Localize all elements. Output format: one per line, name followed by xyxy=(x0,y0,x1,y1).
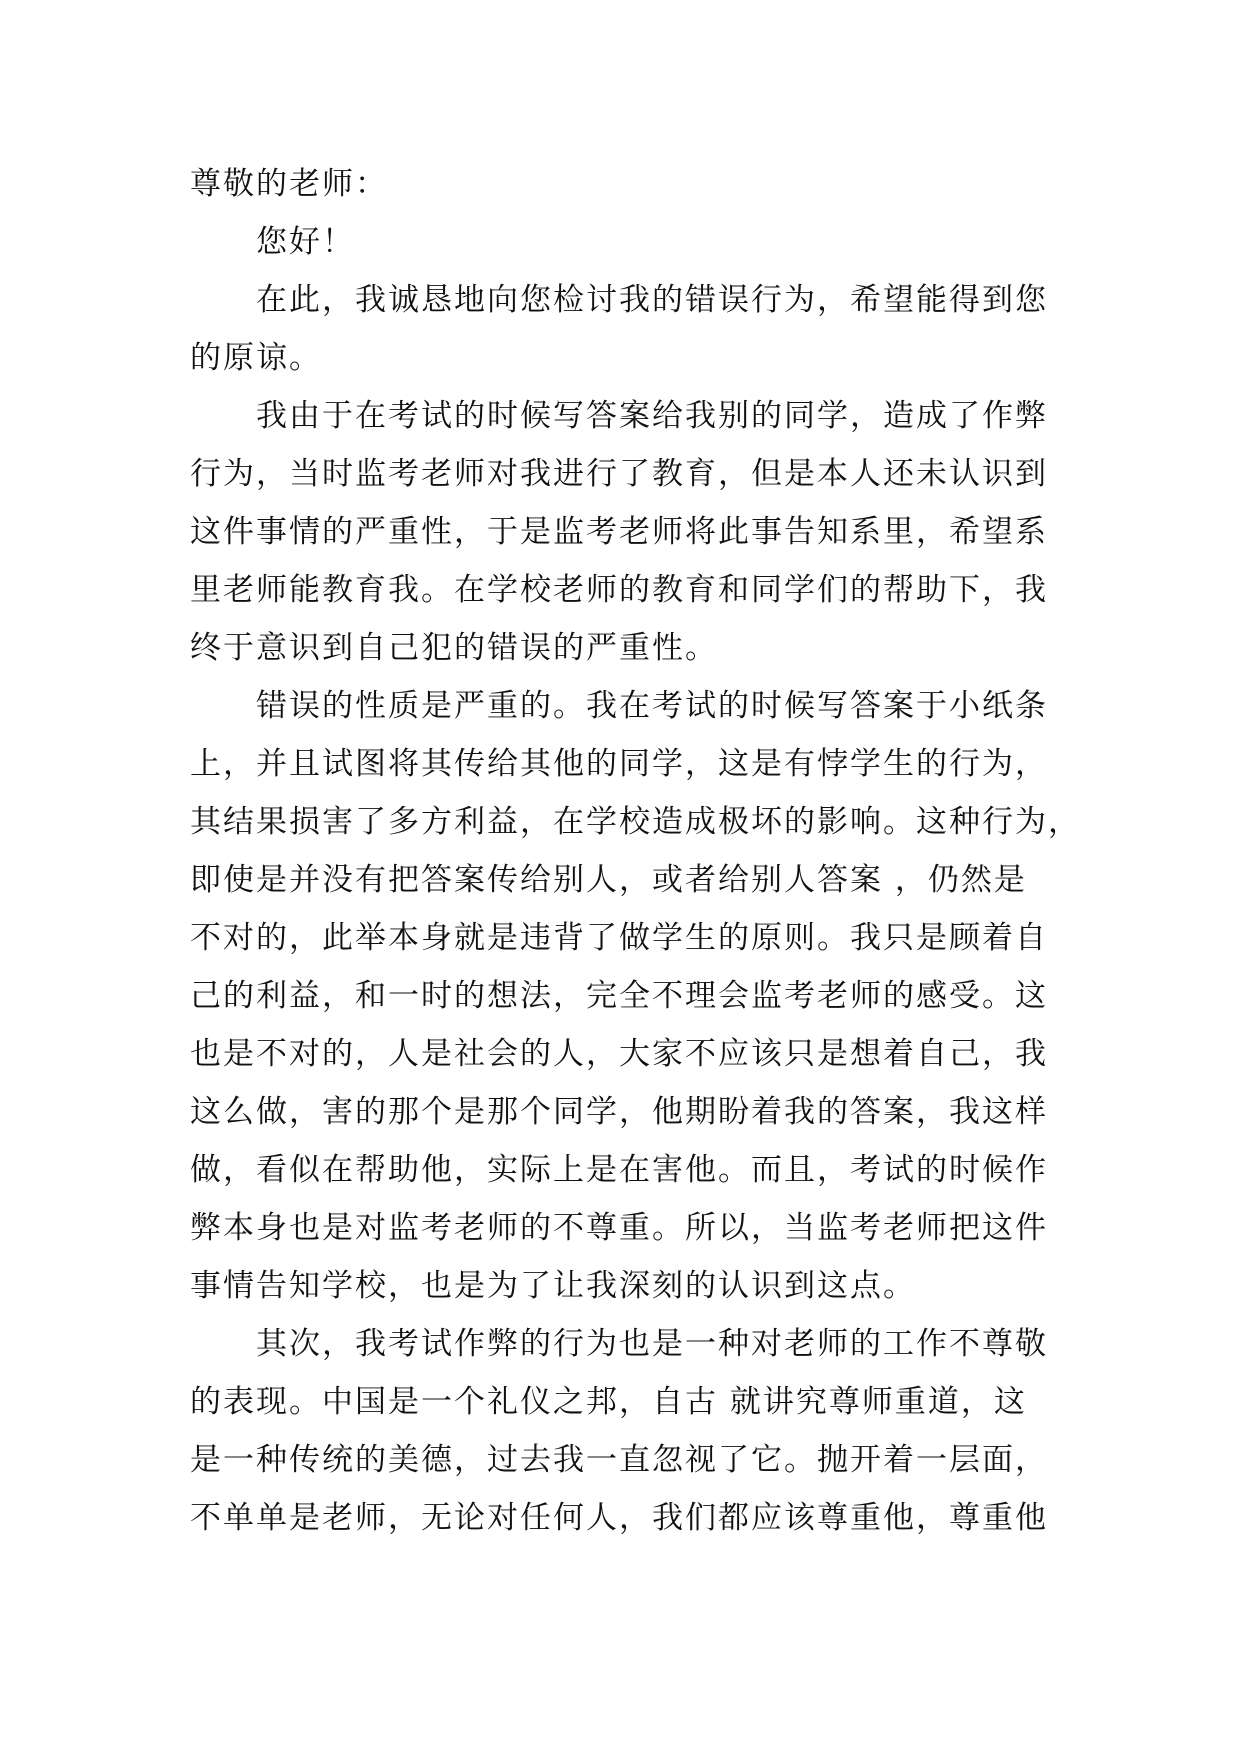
text-line: 终于意识到自己犯的错误的严重性。 xyxy=(190,630,718,666)
text-line: 即使是并没有把答案传给别人，或者给别人答案 ，仍然是 xyxy=(190,862,1027,898)
text-line: 做，看似在帮助他，实际上是在害他。而且，考试的时候作 xyxy=(190,1152,1048,1188)
text-line: 这件事情的严重性，于是监考老师将此事告知系里，希望系 xyxy=(190,514,1048,550)
text-line: 在此，我诚恳地向您检讨我的错误行为，希望能得到您 xyxy=(256,282,1048,318)
text-line: 这么做，害的那个是那个同学，他期盼着我的答案，我这样 xyxy=(190,1094,1048,1130)
text-line: 的表现。中国是一个礼仪之邦，自古 就讲究尊师重道，这 xyxy=(190,1384,1027,1420)
text-line: 不对的，此举本身就是违背了做学生的原则。我只是顾着自 xyxy=(190,920,1048,956)
text-line: 行为，当时监考老师对我进行了教育，但是本人还未认识到 xyxy=(190,456,1048,492)
text-line: 弊本身也是对监考老师的不尊重。所以，当监考老师把这件 xyxy=(190,1210,1048,1246)
text-line: 错误的性质是严重的。我在考试的时候写答案于小纸条 xyxy=(256,688,1048,724)
text-line: 是一种传统的美德，过去我一直忽视了它。抛开着一层面， xyxy=(190,1442,1048,1478)
text-line: 也是不对的，人是社会的人，大家不应该只是想着自己，我 xyxy=(190,1036,1048,1072)
text-line: 其次，我考试作弊的行为也是一种对老师的工作不尊敬 xyxy=(256,1326,1048,1362)
text-line: 事情告知学校，也是为了让我深刻的认识到这点。 xyxy=(190,1268,916,1304)
text-line: 里老师能教育我。在学校老师的教育和同学们的帮助下，我 xyxy=(190,572,1048,608)
text-line: 的原谅。 xyxy=(190,340,322,376)
text-line: 不单单是老师，无论对任何人，我们都应该尊重他，尊重他 xyxy=(190,1500,1048,1536)
salutation-line: 尊敬的老师： xyxy=(190,166,388,202)
text-line: 上，并且试图将其传给其他的同学，这是有悖学生的行为， xyxy=(190,746,1048,782)
text-line: 我由于在考试的时候写答案给我别的同学，造成了作弊 xyxy=(256,398,1048,434)
greeting-line: 您好！ xyxy=(256,224,355,260)
letter-body xyxy=(190,155,1081,1547)
text-line: 其结果损害了多方利益，在学校造成极坏的影响。这种行为， xyxy=(190,804,1081,840)
text-line: 己的利益，和一时的想法，完全不理会监考老师的感受。这 xyxy=(190,978,1048,1014)
